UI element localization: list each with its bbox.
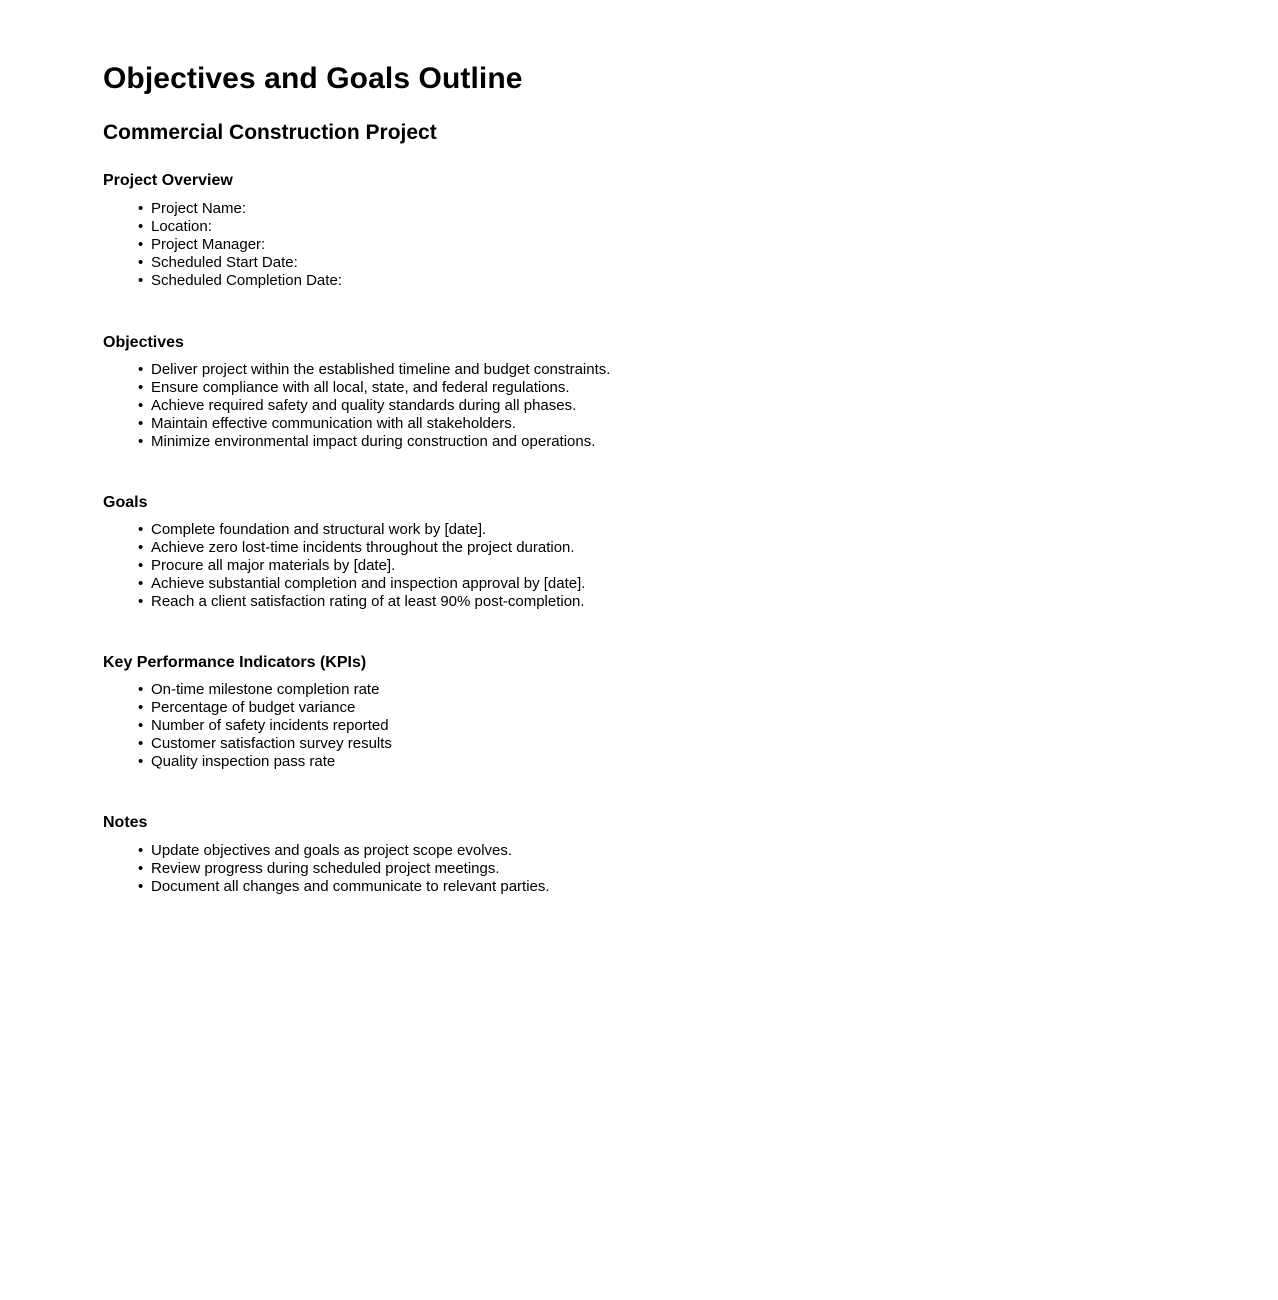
- section-kpis: [103, 653, 1278, 771]
- list-item: • Percentage of budget variance: [139, 699, 1278, 717]
- section-heading-notes: Notes: [103, 814, 148, 832]
- list-item: • Achieve substantial completion and inspection approval by [date].: [139, 575, 1278, 593]
- list-item: • Scheduled Start Date:: [139, 254, 1278, 272]
- list-item: • Update objectives and goals as project scope evolves.: [139, 842, 1278, 860]
- list-notes: [103, 842, 1278, 896]
- section-heading-objectives: Objectives: [103, 333, 184, 351]
- section-goals: [103, 493, 1278, 611]
- list-item: • Scheduled Completion Date:: [139, 272, 1278, 290]
- page-subtitle: Commercial Construction Project: [103, 120, 437, 144]
- list-item: • Document all changes and communicate to relevant parties.: [139, 878, 1278, 896]
- section-objectives: [103, 333, 1278, 451]
- list-item: • Procure all major materials by [date].: [139, 557, 1278, 575]
- section-heading-goals: Goals: [103, 494, 148, 512]
- section-project-overview: [103, 171, 1278, 290]
- list-item: • Reach a client satisfaction rating of at least 90% post-completion.: [139, 593, 1278, 611]
- list-item: • Minimize environmental impact during construction and operations.: [139, 433, 1278, 451]
- list-item: • Quality inspection pass rate: [139, 753, 1278, 771]
- list-project-overview: [103, 200, 1278, 290]
- list-item: • Complete foundation and structural work by [date].: [139, 521, 1278, 539]
- list-item: • Project Manager:: [139, 236, 1278, 254]
- list-item: • Review progress during scheduled project meetings.: [139, 860, 1278, 878]
- list-item: • Ensure compliance with all local, state, and federal regulations.: [139, 379, 1278, 397]
- section-notes: [103, 813, 1278, 895]
- list-objectives: [103, 361, 1278, 451]
- list-item: • Customer satisfaction survey results: [139, 735, 1278, 753]
- section-heading-project-overview: Project Overview: [103, 171, 233, 189]
- list-item: • Achieve required safety and quality standards during all phases.: [139, 397, 1278, 415]
- list-kpis: [103, 681, 1278, 771]
- list-goals: [103, 521, 1278, 611]
- list-item: • On-time milestone completion rate: [139, 681, 1278, 699]
- page-title: Objectives and Goals Outline: [103, 62, 523, 95]
- list-item: • Maintain effective communication with all stakeholders.: [139, 415, 1278, 433]
- list-item: • Number of safety incidents reported: [139, 717, 1278, 735]
- section-heading-kpis: Key Performance Indicators (KPIs): [103, 654, 367, 672]
- list-item: • Location:: [139, 218, 1278, 236]
- list-item: • Achieve zero lost-time incidents throughout the project duration.: [139, 539, 1278, 557]
- list-item: • Deliver project within the established timeline and budget constraints.: [139, 361, 1278, 379]
- list-item: • Project Name:: [139, 200, 1278, 218]
